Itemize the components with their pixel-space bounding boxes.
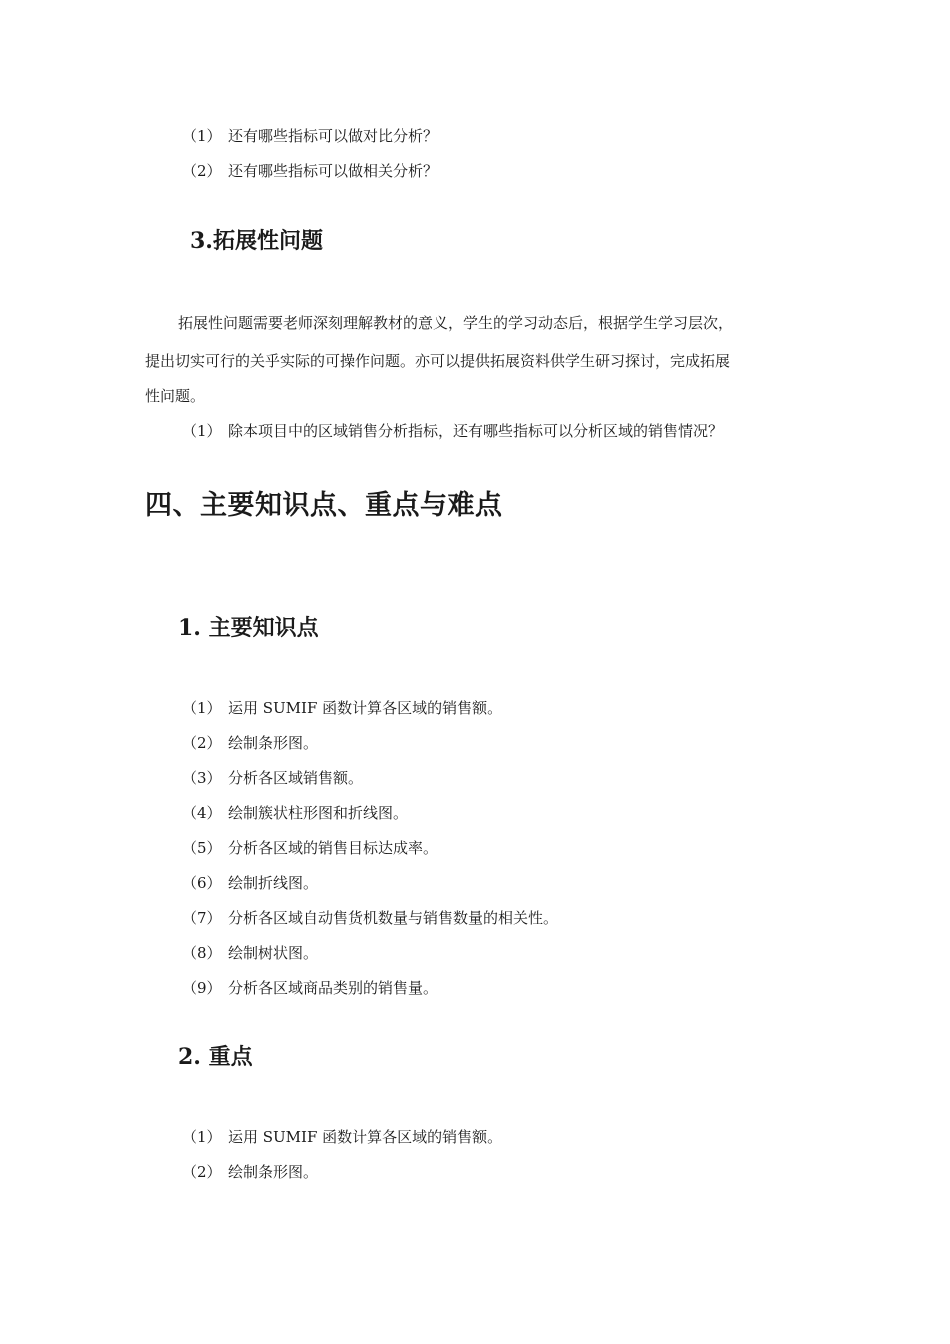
item-number: （1） <box>182 1128 222 1146</box>
item-text: 还有哪些指标可以做对比分析？ <box>228 127 439 145</box>
item-text: 分析各区域的销售目标达成率。 <box>228 839 439 857</box>
list-item <box>182 126 438 146</box>
list-item <box>182 908 558 928</box>
item-number: （1） <box>182 422 222 440</box>
item-number: （2） <box>182 734 222 752</box>
list-item <box>182 1127 502 1147</box>
item-text: 绘制条形图。 <box>228 734 319 752</box>
list-item <box>182 943 318 963</box>
item-text: 还有哪些指标可以做相关分析？ <box>228 162 439 180</box>
list-item <box>182 978 438 998</box>
item-text: 分析各区域商品类别的销售量。 <box>228 979 439 997</box>
item-text: 除本项目中的区域销售分析指标，还有哪些指标可以分析区域的销售情况？ <box>228 422 724 440</box>
item-text: 运用 SUMIF 函数计算各区域的销售额。 <box>228 1128 503 1146</box>
item-number: （1） <box>182 127 222 145</box>
section-heading: 3.拓展性问题 <box>190 228 323 254</box>
item-number: （8） <box>182 944 222 962</box>
paragraph-line: 拓展性问题需要老师深刻理解教材的意义，学生的学习动态后，根据学生学习层次， <box>178 314 734 332</box>
section-heading: 2. 重点 <box>178 1044 253 1070</box>
list-item <box>182 421 723 441</box>
item-text: 运用 SUMIF 函数计算各区域的销售额。 <box>228 699 503 717</box>
list-item <box>182 873 318 893</box>
item-number: （9） <box>182 979 222 997</box>
item-number: （2） <box>182 1163 222 1181</box>
item-text: 绘制条形图。 <box>228 1163 319 1181</box>
item-number: （6） <box>182 874 222 892</box>
item-number: （7） <box>182 909 222 927</box>
item-text: 分析各区域销售额。 <box>228 769 364 787</box>
list-item <box>182 768 363 788</box>
list-item <box>182 698 502 718</box>
item-number: （1） <box>182 699 222 717</box>
list-item <box>182 733 318 753</box>
list-item <box>182 1162 318 1182</box>
item-text: 绘制树状图。 <box>228 944 319 962</box>
item-number: （4） <box>182 804 222 822</box>
list-item <box>182 803 408 823</box>
item-number: （3） <box>182 769 222 787</box>
chapter-heading: 四、主要知识点、重点与难点 <box>145 490 503 521</box>
paragraph-line: 提出切实可行的关乎实际的可操作问题。亦可以提供拓展资料供学生研习探讨，完成拓展 <box>145 352 731 370</box>
item-text: 绘制折线图。 <box>228 874 319 892</box>
item-text: 绘制簇状柱形图和折线图。 <box>228 804 409 822</box>
paragraph-line: 性问题。 <box>145 387 206 405</box>
item-number: （5） <box>182 839 222 857</box>
list-item <box>182 161 438 181</box>
list-item <box>182 838 438 858</box>
item-text: 分析各区域自动售货机数量与销售数量的相关性。 <box>228 909 559 927</box>
item-number: （2） <box>182 162 222 180</box>
section-heading: 1. 主要知识点 <box>178 615 319 641</box>
